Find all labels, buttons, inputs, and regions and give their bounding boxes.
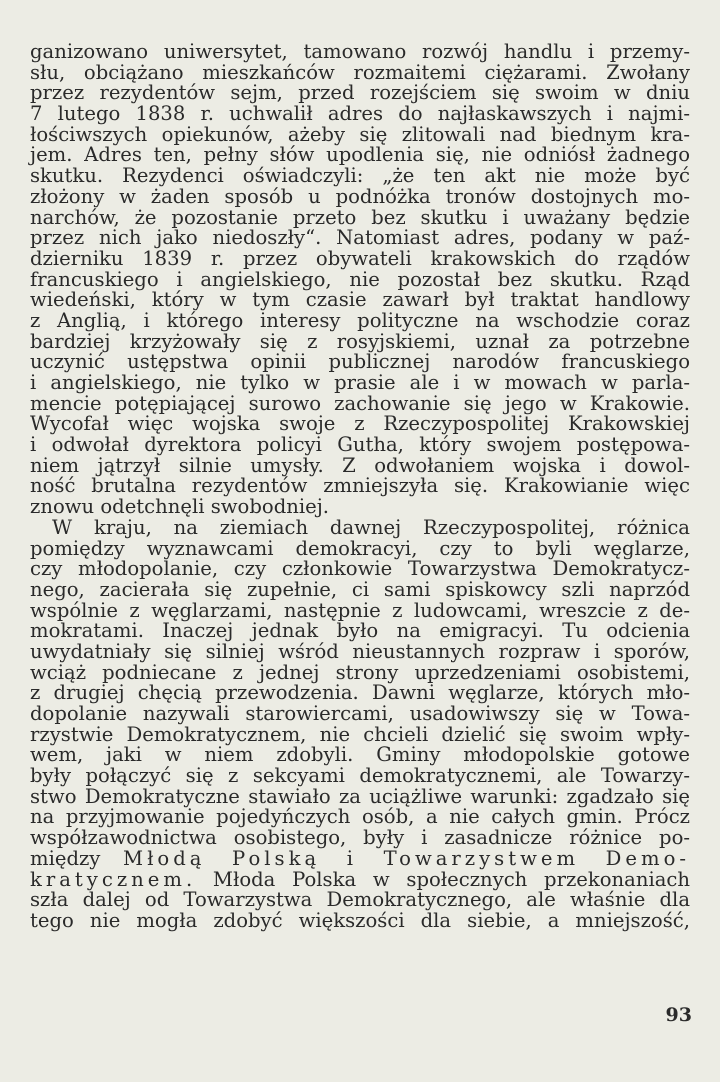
text-line: pomiędzy wyznawcami demokracyi, czy to byli węglarze, — [30, 536, 690, 560]
text-line-spaced-b — [30, 867, 690, 891]
text-line: Wycofał więc wojska swoje z Rzeczypospolitej Krakowskiej — [30, 412, 690, 436]
text-line: wem, jaki w niem zdobyli. Gminy młodopolskie gotowe — [30, 743, 690, 767]
text-line: na przyjmowanie pojedyńczych osób, a nie całych gmin. Prócz — [30, 805, 690, 829]
text-line: łościwszych opiekunów, ażeby się zlitowali nad biednym kra- — [30, 122, 690, 146]
text-line: przez rezydentów sejm, przed rozejściem się swoim w dniu — [30, 81, 690, 105]
text-line: mencie potępiającej surowo zachowanie się jego w Krakowie. — [30, 391, 690, 415]
page-number: 93 — [665, 1004, 692, 1026]
text-line: nego, zacierała się zupełnie, ci sami spiskowcy szli naprzód — [30, 577, 690, 601]
text-line: czy młodopolanie, czy członkowie Towarzystwa Demokratycz- — [30, 557, 690, 581]
text-line: z Anglią, i którego interesy polityczne na wschodzie coraz — [30, 308, 690, 332]
text-line: i odwołał dyrektora policyi Gutha, który swojem postępowa- — [30, 433, 690, 457]
text-line-spaced-a — [30, 846, 690, 870]
text-line: wciąż podniecane z jednej strony uprzedzeniami osobistemi, — [30, 660, 690, 684]
text-line: uwydatniały się silniej wśród nieustannych rozpraw i sporów, — [30, 639, 690, 663]
text-line: współzawodnictwa osobistego, były i zasadnicze różnice po- — [30, 826, 690, 850]
text-line: słu, obciążano mieszkańców rozmaitemi ciężarami. Zwołany — [30, 60, 690, 84]
text-line: wiedeński, który w tym czasie zawarł był traktat handlowy — [30, 288, 690, 312]
text-line: mokratami. Inaczej jednak było na emigracyi. Tu odcienia — [30, 619, 690, 643]
text-line: dopolanie nazywali starowiercami, usadowiwszy się w Towa- — [30, 702, 690, 725]
text-line: były połączyć się z sekcyami demokratycznemi, ale Towarzy- — [30, 764, 690, 788]
text-line: 7 lutego 1838 r. uchwalił adres do najłaskawszych i najmi- — [30, 102, 690, 126]
text-line: narchów, że pozostanie przeto bez skutku i uważany będzie — [30, 205, 690, 229]
text-line: szła dalej od Towarzystwa Demokratycznego, ale właśnie dla — [30, 888, 690, 912]
text-fragment: między — [30, 846, 123, 870]
text-line: ganizowano uniwersytet, tamowano rozwój handlu i przemy- — [30, 40, 690, 63]
text-line: z drugiej chęcią przewodzenia. Dawni węglarze, których mło- — [30, 681, 690, 705]
spaced-text: Młodą Polską i Towarzystwem Demo- — [123, 846, 690, 870]
text-line: złożony w żaden sposób u podnóżka tronów dostojnych mo- — [30, 184, 690, 208]
text-line: wspólnie z węglarzami, następnie z ludowcami, wreszcie z de- — [30, 598, 690, 622]
text-line: skutku. Rezydenci oświadczyli: „że ten akt nie może być — [30, 164, 690, 188]
text-line: W kraju, na ziemiach dawnej Rzeczypospolitej, różnica — [52, 515, 690, 539]
text-line: dzierniku 1839 r. przez obywateli krakowskich do rządów — [30, 246, 690, 270]
text-line: przez nich jako niedoszły“. Natomiast adres, podany w paź- — [30, 226, 690, 250]
text-line: jem. Adres ten, pełny słów upodlenia się, nie odniósł żadnego — [30, 143, 690, 167]
text-line: i angielskiego, nie tylko w prasie ale i w mowach w parla- — [30, 371, 690, 394]
text-line: niem jątrzył silnie umysły. Z odwołaniem wojska i dowol- — [30, 453, 690, 477]
text-line: francuskiego i angielskiego, nie pozostał bez skutku. Rząd — [30, 267, 690, 291]
text-line: bardziej krzyżowały się z rosyjskiemi, uznał za potrzebne — [30, 329, 690, 353]
text-line: rzystwie Demokratycznem, nie chcieli dzielić się swoim wpły- — [30, 722, 690, 746]
text-line: znowu odetchnęli swobodniej. — [30, 495, 330, 519]
text-line: ność brutalna rezydentów zmniejszyła się. Krakowianie więc — [30, 474, 690, 498]
text-fragment: Młoda Polska w społecznych przekonaniach — [196, 867, 690, 891]
spaced-text: kratycznem. — [30, 867, 197, 891]
text-line: stwo Demokratyczne stawiało za uciążliwe warunki: zgadzało się — [30, 784, 690, 808]
text-line: uczynić ustępstwa opinii publicznej narodów francuskiego — [30, 350, 690, 374]
body-text — [30, 42, 690, 932]
text-line: tego nie mogła zdobyć większości dla siebie, a mniejszość, — [30, 908, 690, 932]
